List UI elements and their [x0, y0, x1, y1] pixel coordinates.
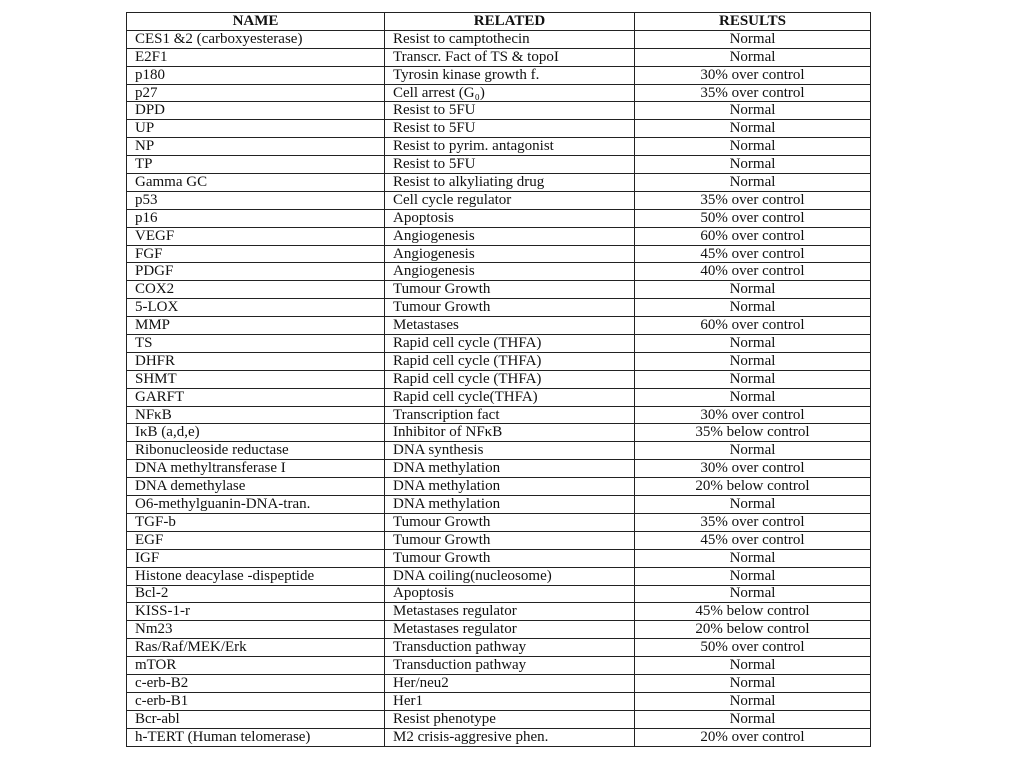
cell-name: TP — [127, 156, 385, 174]
cell-related: Rapid cell cycle (THFA) — [385, 335, 635, 353]
cell-results: 40% over control — [635, 263, 871, 281]
cell-name: c-erb-B2 — [127, 674, 385, 692]
cell-results: Normal — [635, 549, 871, 567]
table-row — [127, 102, 871, 120]
cell-results: Normal — [635, 388, 871, 406]
cell-name: 5-LOX — [127, 299, 385, 317]
table-row — [127, 728, 871, 746]
cell-name: SHMT — [127, 370, 385, 388]
cell-results: 60% over control — [635, 317, 871, 335]
table-header — [127, 13, 871, 31]
cell-related: Resist to alkyliating drug — [385, 174, 635, 192]
cell-results: Normal — [635, 281, 871, 299]
cell-results: 30% over control — [635, 406, 871, 424]
header-name: NAME — [127, 13, 385, 31]
table-row — [127, 335, 871, 353]
cell-results: 50% over control — [635, 639, 871, 657]
cell-results: 20% over control — [635, 728, 871, 746]
cell-results: 35% over control — [635, 191, 871, 209]
cell-name: Ribonucleoside reductase — [127, 442, 385, 460]
table-row — [127, 245, 871, 263]
table-row — [127, 710, 871, 728]
cell-name: IGF — [127, 549, 385, 567]
table-row — [127, 478, 871, 496]
cell-results: 30% over control — [635, 460, 871, 478]
cell-related: Angiogenesis — [385, 245, 635, 263]
cell-results: Normal — [635, 102, 871, 120]
cell-results: 35% over control — [635, 84, 871, 102]
results-table — [126, 12, 871, 747]
table-row — [127, 317, 871, 335]
cell-name: p16 — [127, 209, 385, 227]
cell-related: Angiogenesis — [385, 263, 635, 281]
cell-results: 30% over control — [635, 66, 871, 84]
cell-results: 45% below control — [635, 603, 871, 621]
cell-related: Cell cycle regulator — [385, 191, 635, 209]
cell-name: TS — [127, 335, 385, 353]
cell-related: Transcr. Fact of TS & topoI — [385, 48, 635, 66]
cell-results: Normal — [635, 657, 871, 675]
cell-results: Normal — [635, 120, 871, 138]
table-row — [127, 191, 871, 209]
cell-related: Metastases — [385, 317, 635, 335]
cell-results: Normal — [635, 442, 871, 460]
cell-name: Bcr-abl — [127, 710, 385, 728]
cell-results: 35% below control — [635, 424, 871, 442]
header-related: RELATED — [385, 13, 635, 31]
table-row — [127, 281, 871, 299]
cell-related: Transduction pathway — [385, 657, 635, 675]
cell-results: Normal — [635, 567, 871, 585]
cell-related: Cell arrest (G₀) — [385, 84, 635, 102]
cell-name: Gamma GC — [127, 174, 385, 192]
cell-name: KISS-1-r — [127, 603, 385, 621]
cell-results: 45% over control — [635, 245, 871, 263]
cell-name: E2F1 — [127, 48, 385, 66]
cell-related: Rapid cell cycle (THFA) — [385, 370, 635, 388]
cell-results: Normal — [635, 674, 871, 692]
cell-name: c-erb-B1 — [127, 692, 385, 710]
cell-related: Resist to 5FU — [385, 120, 635, 138]
cell-name: DPD — [127, 102, 385, 120]
cell-results: 20% below control — [635, 478, 871, 496]
cell-results: Normal — [635, 299, 871, 317]
cell-results: Normal — [635, 138, 871, 156]
table-row — [127, 263, 871, 281]
cell-results: 60% over control — [635, 227, 871, 245]
cell-related: Transcription fact — [385, 406, 635, 424]
cell-name: MMP — [127, 317, 385, 335]
cell-name: CES1 &2 (carboxyesterase) — [127, 30, 385, 48]
table-row — [127, 370, 871, 388]
cell-related: Rapid cell cycle(THFA) — [385, 388, 635, 406]
cell-name: NFκB — [127, 406, 385, 424]
table-row — [127, 674, 871, 692]
table-row — [127, 84, 871, 102]
table-row — [127, 209, 871, 227]
table-row — [127, 406, 871, 424]
cell-related: Tumour Growth — [385, 531, 635, 549]
table-row — [127, 138, 871, 156]
cell-results: 50% over control — [635, 209, 871, 227]
table-row — [127, 30, 871, 48]
cell-related: Resist to 5FU — [385, 102, 635, 120]
table-row — [127, 585, 871, 603]
cell-related: Tumour Growth — [385, 549, 635, 567]
cell-name: COX2 — [127, 281, 385, 299]
cell-results: Normal — [635, 352, 871, 370]
cell-related: Metastases regulator — [385, 621, 635, 639]
cell-related: M2 crisis-aggresive phen. — [385, 728, 635, 746]
table-row — [127, 692, 871, 710]
cell-related: Rapid cell cycle (THFA) — [385, 352, 635, 370]
cell-related: Metastases regulator — [385, 603, 635, 621]
table-row — [127, 513, 871, 531]
cell-name: FGF — [127, 245, 385, 263]
table-row — [127, 388, 871, 406]
cell-related: DNA synthesis — [385, 442, 635, 460]
cell-name: p27 — [127, 84, 385, 102]
cell-related: Transduction pathway — [385, 639, 635, 657]
table-row — [127, 156, 871, 174]
cell-results: Normal — [635, 585, 871, 603]
table-row — [127, 567, 871, 585]
cell-related: Tumour Growth — [385, 299, 635, 317]
table-row — [127, 424, 871, 442]
table-row — [127, 657, 871, 675]
cell-name: h-TERT (Human telomerase) — [127, 728, 385, 746]
cell-name: DHFR — [127, 352, 385, 370]
cell-name: PDGF — [127, 263, 385, 281]
cell-results: Normal — [635, 48, 871, 66]
cell-results: Normal — [635, 496, 871, 514]
cell-name: UP — [127, 120, 385, 138]
cell-name: IκB (a,d,e) — [127, 424, 385, 442]
cell-results: Normal — [635, 30, 871, 48]
table-row — [127, 442, 871, 460]
cell-name: Bcl-2 — [127, 585, 385, 603]
cell-name: DNA demethylase — [127, 478, 385, 496]
cell-related: Inhibitor of NFκB — [385, 424, 635, 442]
table-row — [127, 531, 871, 549]
cell-results: 20% below control — [635, 621, 871, 639]
cell-related: Resist phenotype — [385, 710, 635, 728]
table-row — [127, 621, 871, 639]
cell-name: O6-methylguanin-DNA-tran. — [127, 496, 385, 514]
cell-name: DNA methyltransferase I — [127, 460, 385, 478]
cell-related: Resist to camptothecin — [385, 30, 635, 48]
cell-related: DNA methylation — [385, 496, 635, 514]
cell-results: Normal — [635, 174, 871, 192]
cell-results: 35% over control — [635, 513, 871, 531]
table-row — [127, 174, 871, 192]
cell-name: NP — [127, 138, 385, 156]
cell-related: Her1 — [385, 692, 635, 710]
cell-related: DNA coiling(nucleosome) — [385, 567, 635, 585]
cell-results: Normal — [635, 370, 871, 388]
cell-results: Normal — [635, 692, 871, 710]
cell-related: Her/neu2 — [385, 674, 635, 692]
cell-name: Histone deacylase -dispeptide — [127, 567, 385, 585]
cell-related: DNA methylation — [385, 460, 635, 478]
table-row — [127, 352, 871, 370]
cell-related: Resist to pyrim. antagonist — [385, 138, 635, 156]
table-row — [127, 299, 871, 317]
table-row — [127, 120, 871, 138]
table-row — [127, 48, 871, 66]
cell-related: Resist to 5FU — [385, 156, 635, 174]
table-row — [127, 549, 871, 567]
cell-related: Tyrosin kinase growth f. — [385, 66, 635, 84]
cell-results: Normal — [635, 156, 871, 174]
cell-name: Ras/Raf/MEK/Erk — [127, 639, 385, 657]
cell-related: Tumour Growth — [385, 281, 635, 299]
table-row — [127, 496, 871, 514]
table-row — [127, 639, 871, 657]
cell-name: Nm23 — [127, 621, 385, 639]
table-row — [127, 227, 871, 245]
cell-related: DNA methylation — [385, 478, 635, 496]
cell-name: EGF — [127, 531, 385, 549]
cell-name: p180 — [127, 66, 385, 84]
cell-results: Normal — [635, 710, 871, 728]
cell-name: GARFT — [127, 388, 385, 406]
cell-name: TGF-b — [127, 513, 385, 531]
cell-results: 45% over control — [635, 531, 871, 549]
cell-name: p53 — [127, 191, 385, 209]
table-row — [127, 66, 871, 84]
table-row — [127, 460, 871, 478]
header-row — [127, 13, 871, 31]
table-body — [127, 30, 871, 746]
cell-related: Apoptosis — [385, 209, 635, 227]
table-row — [127, 603, 871, 621]
cell-related: Angiogenesis — [385, 227, 635, 245]
cell-related: Apoptosis — [385, 585, 635, 603]
cell-results: Normal — [635, 335, 871, 353]
header-results: RESULTS — [635, 13, 871, 31]
cell-related: Tumour Growth — [385, 513, 635, 531]
cell-name: mTOR — [127, 657, 385, 675]
cell-name: VEGF — [127, 227, 385, 245]
